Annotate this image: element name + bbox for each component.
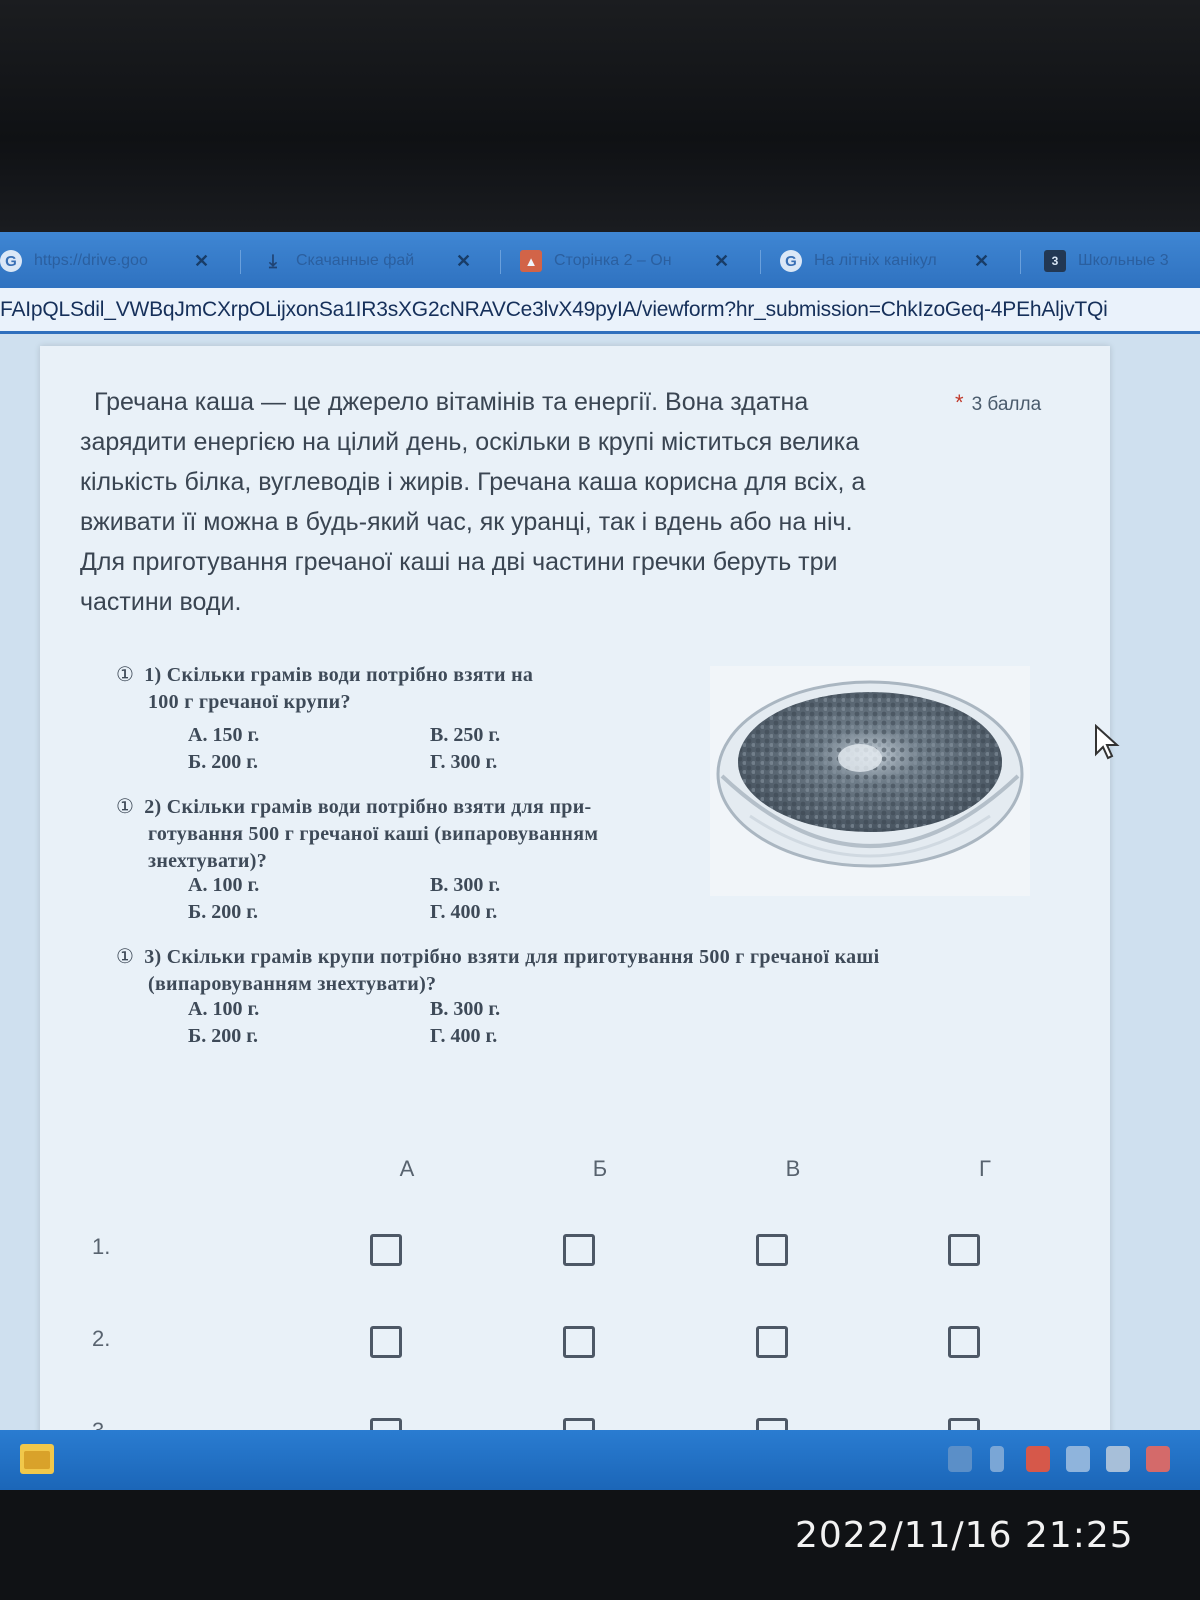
question-card <box>40 346 1110 1446</box>
question-image <box>110 646 1070 1066</box>
checkbox-2-b[interactable] <box>563 1326 595 1358</box>
passage-line: вживати її можна в будь-який час, як уранці, так і вдень або на ніч. <box>80 508 853 536</box>
points-text: 3 балла <box>971 394 1042 415</box>
close-icon[interactable]: ✕ <box>456 250 472 271</box>
option-v: В. 250 г. <box>430 724 501 746</box>
row-label: 1. <box>92 1234 111 1259</box>
option-b: Б. 200 г. <box>188 751 259 773</box>
security-icon[interactable] <box>1146 1446 1170 1472</box>
tab-downloads[interactable] <box>262 240 471 282</box>
column-header: А <box>399 1156 415 1181</box>
google-icon: G <box>0 250 22 272</box>
tab-separator <box>240 250 241 274</box>
option-b: Б. 200 г. <box>188 1025 259 1047</box>
question-3: ① 3) Скільки грамів крупи потрібно взяти для приготування 500 г гречаної каші (випаровуванням знехтувати)? <box>116 946 880 995</box>
passage-line: Гречана каша — це джерело вітамінів та енергії. Вона здатна <box>94 388 809 416</box>
tab-page-2[interactable] <box>520 240 729 282</box>
marker-icon: ① <box>116 796 135 818</box>
printer-icon[interactable] <box>1106 1446 1130 1472</box>
passage-line: Для приготування гречаної каші на дві частини гречки беруть три <box>80 548 838 576</box>
tab-title: Скачанные фай <box>296 252 415 269</box>
google-icon: G <box>780 250 802 272</box>
tab-title: https://drive.goo <box>34 252 148 269</box>
option-a: А. 100 г. <box>188 998 260 1020</box>
marker-icon: ① <box>116 946 135 968</box>
address-bar[interactable] <box>0 288 1200 334</box>
tab-strip <box>0 232 1200 288</box>
question-2: ① 2) Скільки грамів води потрібно взяти для при- готування 500 г гречаної каші (випаровуванням знехтувати)? <box>116 796 599 872</box>
passage-line: частини води. <box>80 588 242 616</box>
browser-screen <box>0 232 1200 1490</box>
tab-title: На літніх канікул <box>814 252 937 269</box>
required-asterisk: * <box>955 390 964 415</box>
checkbox-2-v[interactable] <box>756 1326 788 1358</box>
option-a: А. 150 г. <box>188 724 260 746</box>
passage-line: кількість білка, вуглеводів і жирів. Гречана каша корисна для всіх, а <box>80 468 866 496</box>
tab-separator <box>1020 250 1021 274</box>
url-text[interactable]: FAIpQLSdil_VWBqJmCXrpOLijxonSa1IR3sXG2cNRAVCe3lvX49pyIA/viewform?hr_submission=ChkIzoGeq-4PEhAljvTQi <box>0 298 1108 321</box>
option-b: Б. 200 г. <box>188 901 259 923</box>
close-icon[interactable]: ✕ <box>194 250 210 271</box>
checkbox-1-b[interactable] <box>563 1234 595 1266</box>
checkbox-1-a[interactable] <box>370 1234 402 1266</box>
tools-icon[interactable] <box>1066 1446 1090 1472</box>
marker-icon: ① <box>116 664 135 686</box>
tab-3-icon: 3 <box>1044 250 1066 272</box>
tab-title: Сторінка 2 – Он <box>554 252 672 269</box>
column-header: В <box>785 1156 801 1181</box>
checkbox-2-a[interactable] <box>370 1326 402 1358</box>
column-header: Б <box>592 1156 608 1181</box>
taskbar <box>0 1430 1200 1490</box>
app-red-icon[interactable] <box>1026 1446 1050 1472</box>
option-v: В. 300 г. <box>430 874 501 896</box>
page-icon: ▲ <box>520 250 542 272</box>
close-icon[interactable]: ✕ <box>714 250 730 271</box>
battery-icon[interactable] <box>990 1446 1004 1472</box>
option-g: Г. 400 г. <box>430 1025 498 1047</box>
option-v: В. 300 г. <box>430 998 501 1020</box>
photo-timestamp: 2022/11/16 21:25 <box>795 1515 1134 1556</box>
points-label <box>955 390 1041 416</box>
download-icon: ⤓ <box>269 250 277 271</box>
tab-drive[interactable] <box>0 240 209 282</box>
buckwheat-bowl-image <box>710 666 1030 896</box>
column-header: Г <box>979 1156 991 1181</box>
row-label: 2. <box>92 1326 111 1351</box>
checkbox-2-g[interactable] <box>948 1326 980 1358</box>
tab-summer[interactable] <box>780 240 989 282</box>
tab-separator <box>760 250 761 274</box>
option-g: Г. 400 г. <box>430 901 498 923</box>
file-explorer-icon[interactable] <box>20 1444 54 1474</box>
option-a: А. 100 г. <box>188 874 260 896</box>
tab-separator <box>500 250 501 274</box>
question-1: ① 1) Скільки грамів води потрібно взяти на 100 г гречаної крупи? <box>116 664 534 713</box>
checkbox-1-g[interactable] <box>948 1234 980 1266</box>
close-icon[interactable]: ✕ <box>974 250 990 271</box>
option-g: Г. 300 г. <box>430 751 498 773</box>
passage-line: зарядити енергією на цілий день, оскільки в крупі міститься велика <box>80 428 860 456</box>
mouse-cursor-icon <box>1094 724 1120 760</box>
checkbox-1-v[interactable] <box>756 1234 788 1266</box>
photo-bezel-top <box>0 0 1200 232</box>
network-icon[interactable] <box>948 1446 972 1472</box>
tab-school[interactable] <box>1044 240 1198 282</box>
question-passage <box>80 382 940 622</box>
tab-title: Школьные 3 <box>1078 252 1169 269</box>
